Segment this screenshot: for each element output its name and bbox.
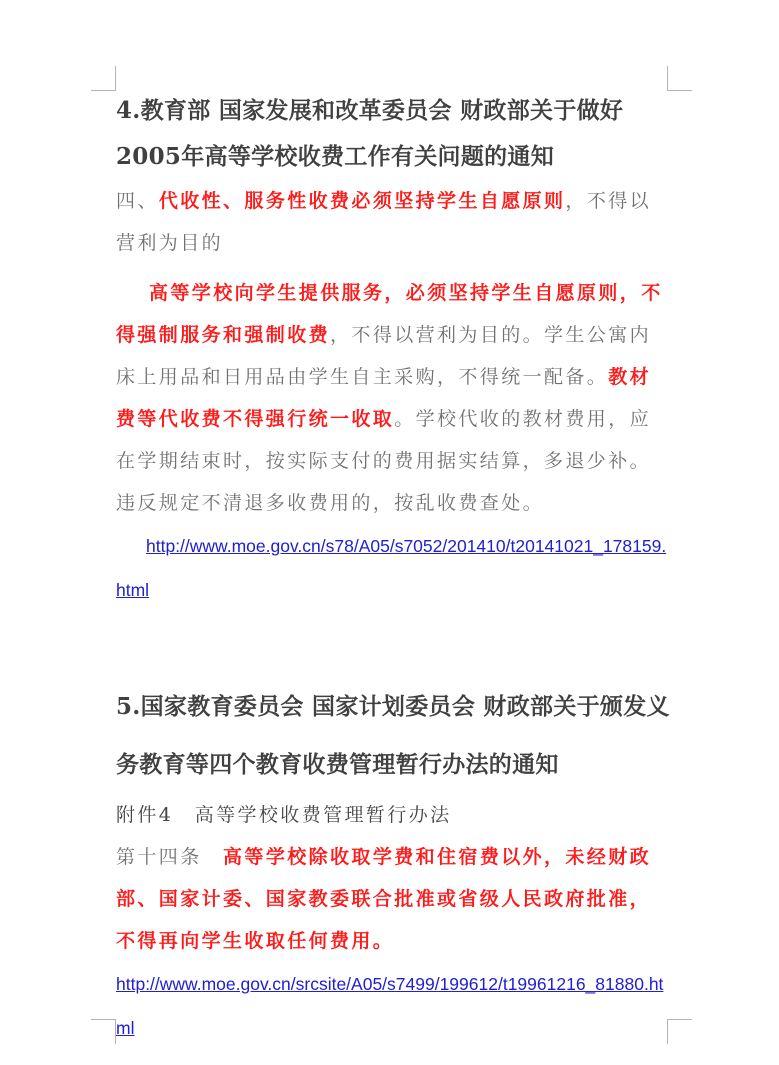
section4-heading bbox=[116, 88, 670, 180]
document-body bbox=[116, 88, 670, 1050]
clause-rest: ，不得以营利为目的 bbox=[116, 190, 652, 254]
section4-clause bbox=[116, 180, 670, 264]
article-highlight: 高等学校除收取学费和住宿费以外，未经财政部、国家计委、国家教委联合批准或省级人民政府批准，不得再向学生收取任何费用。 bbox=[116, 846, 652, 952]
clause-prefix: 四、 bbox=[116, 190, 159, 212]
section4-link-paragraph bbox=[116, 524, 670, 612]
section4-heading-line1: 4.教育部 国家发展和改革委员会 财政部关于做好 bbox=[116, 97, 624, 124]
page-corner-bottom-left bbox=[91, 1019, 116, 1044]
section5-attachment: 附件4 高等学校收费管理暂行办法 bbox=[116, 804, 452, 826]
section5-article bbox=[116, 836, 670, 962]
paragraph-highlight-2: 教材费等代收费不得强行统一收取 bbox=[116, 366, 652, 430]
section4-heading-line2: 2005年高等学校收费工作有关问题的通知 bbox=[116, 143, 555, 170]
clause-highlight: 代收性、服务性收费必须坚持学生自愿原则 bbox=[158, 190, 566, 212]
section4-source-link[interactable]: http://www.moe.gov.cn/s78/A05/s7052/201410/t20141021_178159.html bbox=[116, 536, 667, 600]
section5-heading: 5.国家教育委员会 国家计划委员会 财政部关于颁发义务教育等四个教育收费管理暂行办法的通知 bbox=[116, 693, 670, 778]
paragraph-text-1: ，不得以营利为目的。学生公寓内床上用品和日用品由学生自主采购，不得统一配备。 bbox=[116, 324, 652, 388]
paragraph-text-2: 。学校代收的教材费用，应在学期结束时，按实际支付的费用据实结算，多退少补。违反规定不清退多收费用的，按乱收费查处。 bbox=[116, 408, 652, 514]
article-prefix: 第十四条 bbox=[116, 846, 224, 868]
page-corner-top-right bbox=[667, 66, 692, 91]
section5-source-link[interactable]: http://www.moe.gov.cn/srcsite/A05/s7499/199612/t19961216_81880.html bbox=[116, 974, 664, 1038]
section5-link-paragraph bbox=[116, 962, 670, 1050]
page-corner-bottom-right bbox=[667, 1019, 692, 1044]
section4-paragraph bbox=[116, 272, 670, 524]
page-corner-top-left bbox=[91, 66, 116, 91]
paragraph-highlight-1: 高等学校向学生提供服务，必须坚持学生自愿原则，不得强制服务和强制收费 bbox=[116, 282, 663, 346]
